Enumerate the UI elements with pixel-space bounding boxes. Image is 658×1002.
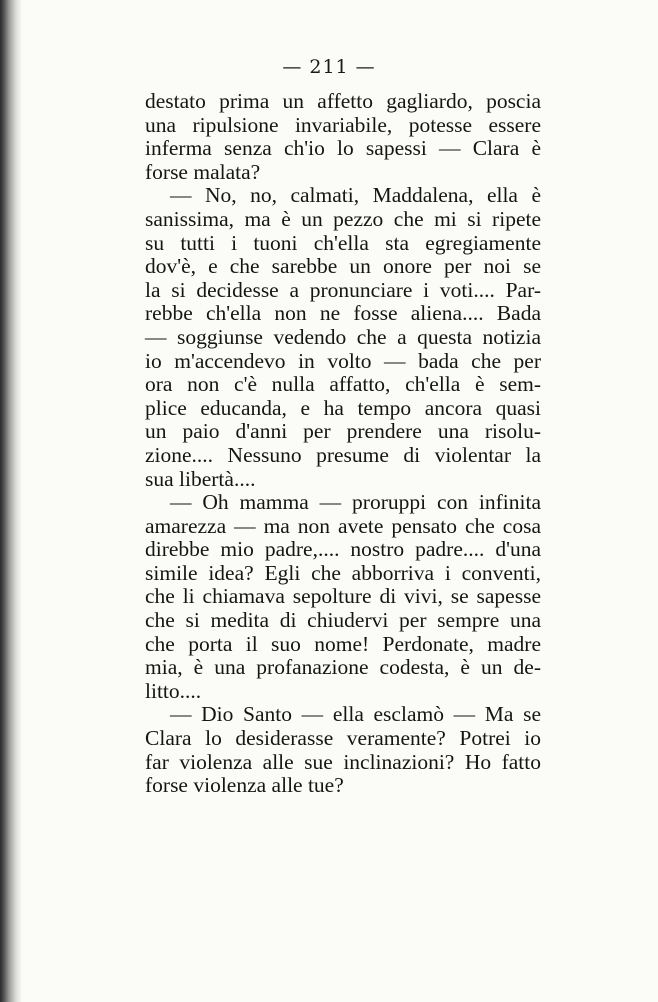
text-line: amarezza — ma non avete pensato che cosa	[145, 513, 541, 538]
text-line: su tutti i tuoni ch'ella sta egregiamente	[145, 230, 541, 255]
text-line: mia, è una profanazione codesta, è un de-	[145, 655, 541, 680]
text-line: che porta il suo nome! Perdonate, madre	[145, 631, 541, 656]
text-line: far violenza alle sue inclinazioni? Ho fatto	[145, 749, 541, 774]
text-line: zione.... Nessuno presume di violentar la	[145, 442, 541, 467]
text-line: la si decidesse a pronunciare i voti.... Par-	[145, 277, 541, 302]
binding-shadow	[0, 0, 22, 1002]
text-line: che si medita di chiudervi per sempre una	[145, 608, 541, 633]
text-line: litto....	[145, 678, 202, 703]
text-line: rebbe ch'ella non ne fosse aliena.... Bada	[145, 301, 541, 326]
text-line: forse malata?	[145, 159, 261, 184]
text-line: ora non c'è nulla affatto, ch'ella è sem-	[145, 372, 541, 397]
text-line: — Oh mamma — proruppi con infinita	[170, 490, 541, 515]
text-line: che li chiamava sepolture di vivi, se sapesse	[145, 584, 541, 609]
text-line: forse violenza alle tue?	[145, 773, 344, 798]
body-text	[145, 90, 541, 798]
text-line: — No, no, calmati, Maddalena, ella è	[170, 183, 541, 208]
text-line: una ripulsione invariabile, potesse essere	[145, 112, 541, 137]
text-line: sua libertà....	[145, 466, 256, 491]
text-line: direbbe mio padre,.... nostro padre.... d'una	[145, 537, 541, 562]
text-line: plice educanda, e ha tempo ancora quasi	[145, 395, 541, 420]
text-line: simile idea? Egli che abborriva i conventi,	[145, 560, 541, 585]
text-line: io m'accendevo in volto — bada che per	[145, 348, 541, 373]
text-line: — Dio Santo — ella esclamò — Ma se	[170, 702, 541, 727]
text-line: un paio d'anni per prendere una risolu-	[145, 419, 541, 444]
page-number: — 211 —	[282, 56, 376, 78]
text-line: inferma senza ch'io lo sapessi — Clara è	[145, 136, 541, 161]
text-line: Clara lo desiderasse veramente? Potrei io	[145, 726, 541, 751]
text-line: — soggiunse vedendo che a questa notizia	[145, 324, 541, 349]
text-line: dov'è, e che sarebbe un onore per noi se	[145, 254, 541, 279]
text-line: sanissima, ma è un pezzo che mi si ripete	[145, 206, 541, 231]
text-line: destato prima un affetto gagliardo, poscia	[145, 89, 541, 113]
